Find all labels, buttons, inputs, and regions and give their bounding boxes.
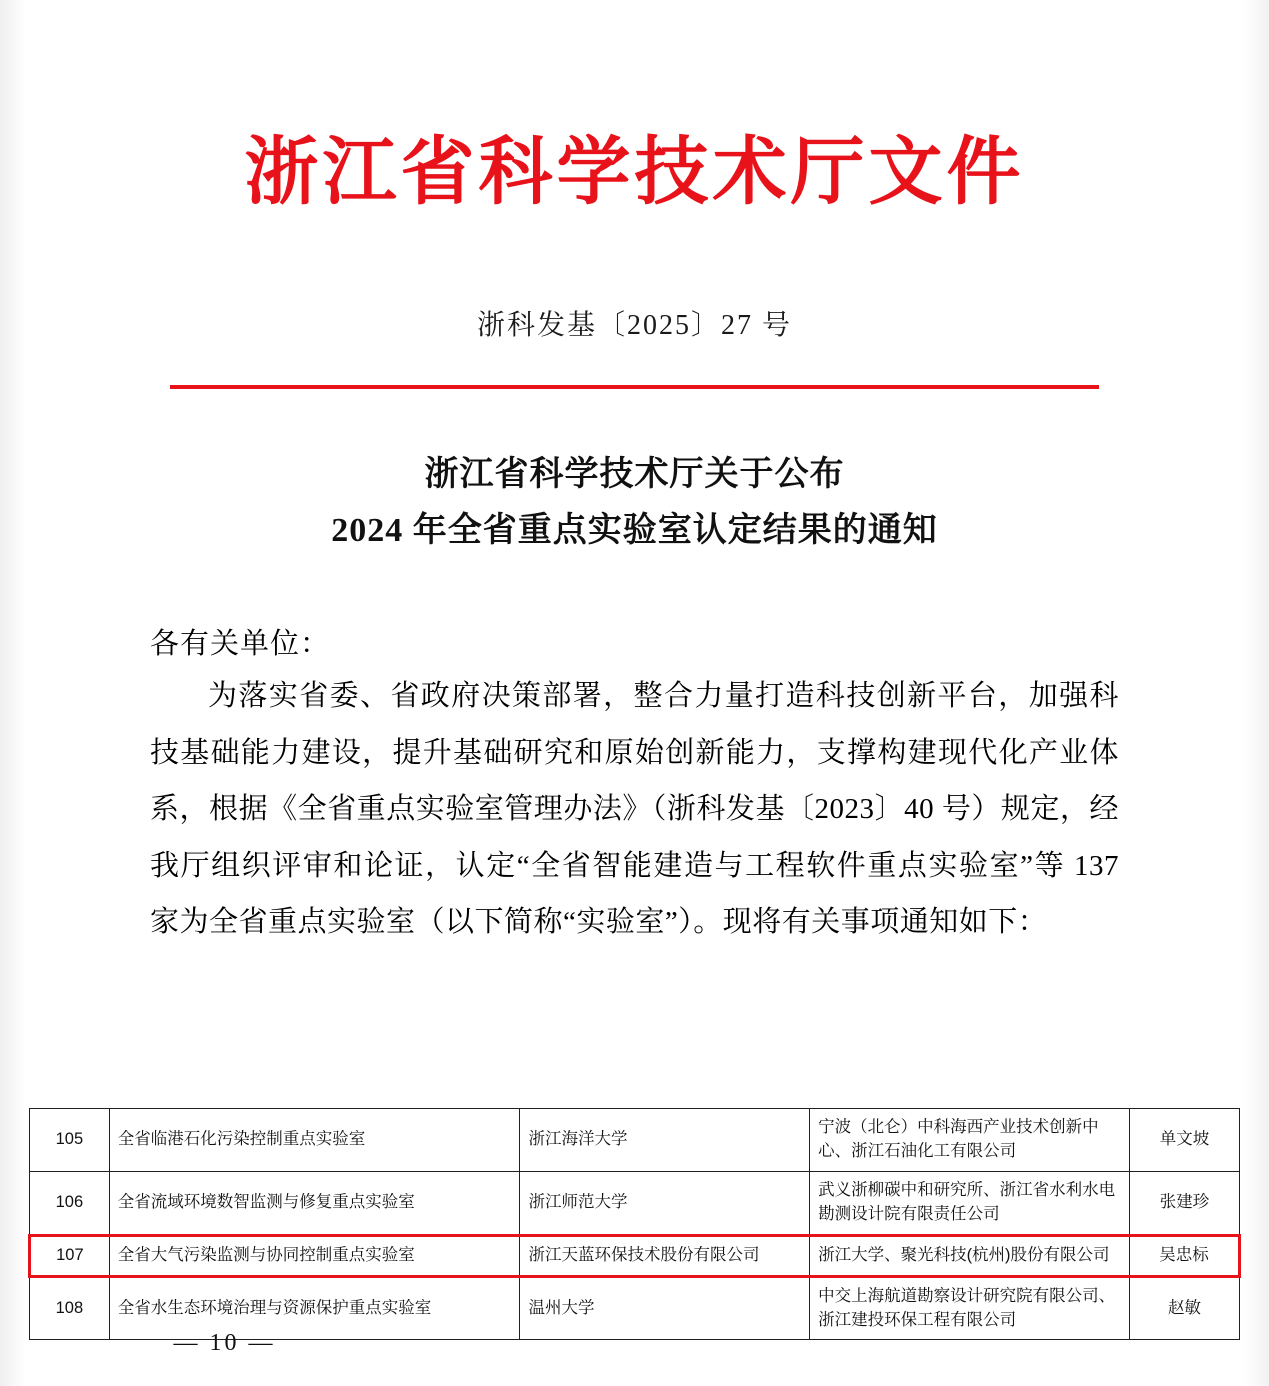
row-host-unit: 浙江天蓝环保技术股份有限公司 [520, 1235, 810, 1276]
row-cooperating-units: 中交上海航道勘察设计研究院有限公司、浙江建投环保工程有限公司 [810, 1276, 1130, 1340]
row-lab-name: 全省临港石化污染控制重点实验室 [109, 1109, 520, 1172]
table-row-highlighted [30, 1235, 1240, 1276]
table-row [30, 1171, 1240, 1235]
subject-line-1: 浙江省科学技术厅关于公布 [424, 456, 845, 494]
lab-table-container [28, 1108, 1241, 1340]
row-lab-name: 全省水生态环境治理与资源保护重点实验室 [109, 1276, 520, 1340]
row-host-unit: 浙江海洋大学 [520, 1109, 810, 1172]
lab-table-body [30, 1109, 1240, 1340]
lab-list-table [28, 1108, 1241, 1340]
row-lab-name: 全省大气污染监测与协同控制重点实验室 [109, 1235, 520, 1276]
body-paragraph: 为落实省委、省政府决策部署，整合力量打造科技创新平台，加强科技基础能力建设，提升基础研究和原始创新能力，支撑构建现代化产业体系，根据《全省重点实验室管理办法》（浙科发基〔2023〕40 号）规定，经我厅组织评审和论证，认定“全省智能建造与工程软件重点实验室”等 137 家为全省重点实验室（以下简称“实验室”）。现将有关事项通知如下： [150, 680, 1119, 939]
salutation: 各有关单位： [150, 628, 331, 661]
document-body [0, 130, 1269, 951]
subject-line-2: 2024 年全省重点实验室认定结果的通知 [331, 512, 938, 550]
row-person: 吴忠标 [1129, 1235, 1239, 1276]
row-person: 单文坡 [1129, 1109, 1239, 1172]
row-number: 106 [30, 1171, 110, 1235]
row-person: 赵敏 [1129, 1276, 1239, 1340]
page-number: — 10 — [173, 1330, 276, 1356]
row-cooperating-units: 浙江大学、聚光科技(杭州)股份有限公司 [810, 1235, 1130, 1276]
document-number: 浙科发基〔2025〕27 号 [476, 310, 792, 342]
row-cooperating-units: 武义浙柳碳中和研究所、浙江省水利水电勘测设计院有限责任公司 [810, 1171, 1130, 1235]
document-masthead: 浙江省科学技术厅文件 [244, 129, 1025, 215]
row-person: 张建珍 [1129, 1171, 1239, 1235]
document-subject [150, 447, 1119, 559]
row-number: 105 [30, 1109, 110, 1172]
row-cooperating-units: 宁波（北仑）中科海西产业技术创新中心、浙江石油化工有限公司 [810, 1109, 1130, 1172]
row-host-unit: 温州大学 [520, 1276, 810, 1340]
page-footer [0, 1330, 1269, 1357]
red-divider-rule [170, 385, 1099, 389]
table-row [30, 1109, 1240, 1172]
row-lab-name: 全省流域环境数智监测与修复重点实验室 [109, 1171, 520, 1235]
row-host-unit: 浙江师范大学 [520, 1171, 810, 1235]
row-number: 107 [30, 1235, 110, 1276]
row-number: 108 [30, 1276, 110, 1340]
